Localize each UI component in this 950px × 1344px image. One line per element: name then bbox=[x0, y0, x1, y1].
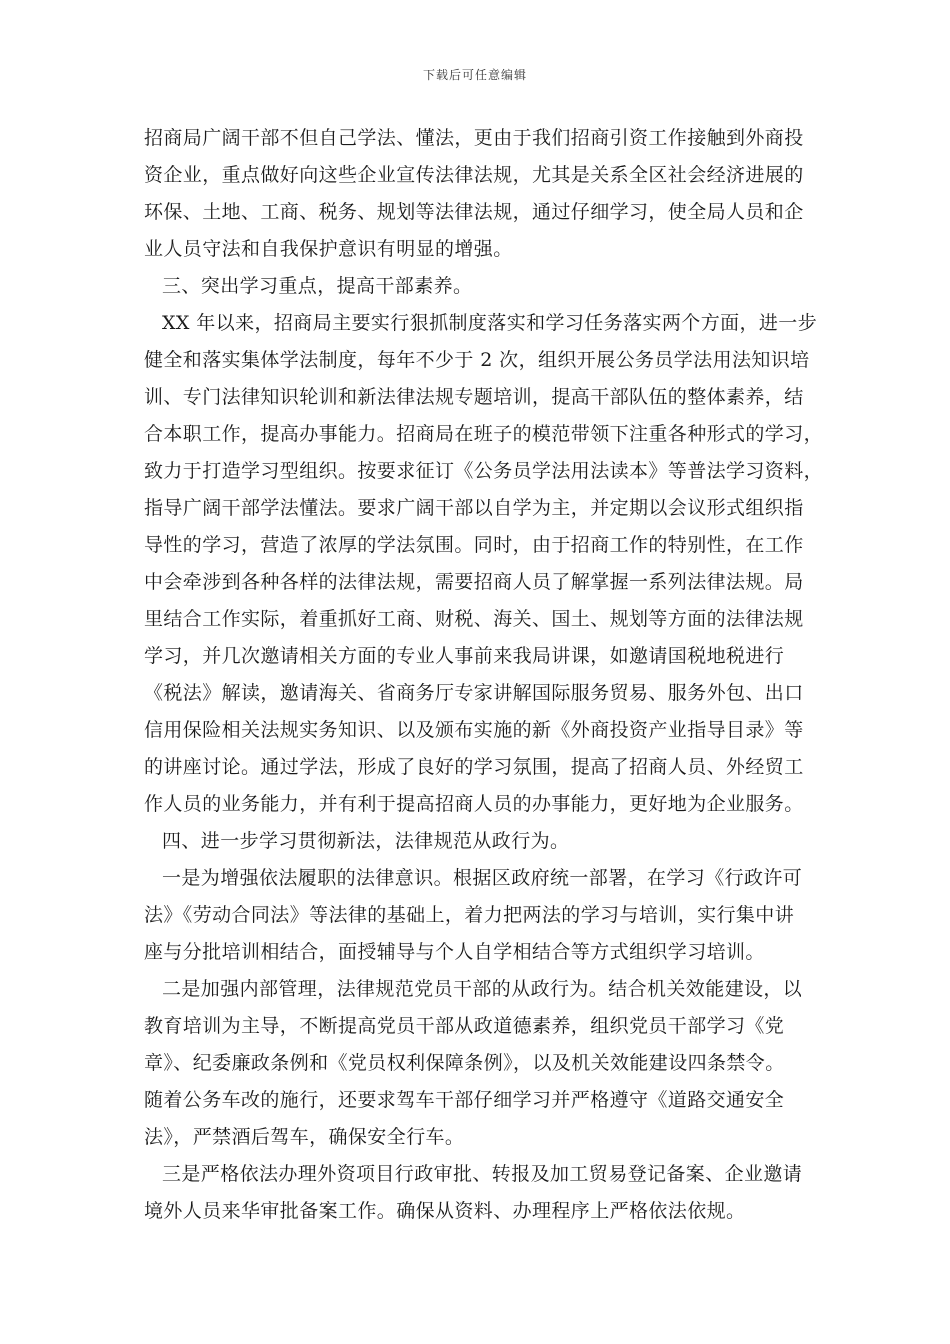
text-line: 随着公务车改的施行，还要求驾车干部仔细学习并严格遵守《道路交通安全 bbox=[144, 1089, 785, 1111]
text-line: 里结合工作实际，着重抓好工商、财税、海关、国土、规划等方面的法律法规 bbox=[144, 608, 804, 630]
page-header: 下载后可任意编辑 bbox=[422, 68, 527, 82]
paragraph bbox=[144, 823, 810, 860]
text-line: 资企业，重点做好向这些企业宣传法律法规，尤其是关系全区社会经济进展的 bbox=[144, 164, 804, 186]
text-line: 座与分批培训相结合，面授辅导与个人自学相结合等方式组织学习培训。 bbox=[144, 941, 765, 963]
text-line: 二是加强内部管理，法律规范党员干部的从政行为。结合机关效能建设，以 bbox=[162, 978, 803, 1000]
text-line: 的讲座讨论。通过学法，形成了良好的学习氛围，提高了招商人员、外经贸工 bbox=[144, 756, 804, 778]
text-line: 作人员的业务能力，并有利于提高招商人员的办事能力，更好地为企业服务。 bbox=[144, 793, 804, 815]
document-body bbox=[144, 120, 824, 1230]
text-line: XX 年以来，招商局主要实行狠抓制度落实和学习任务落实两个方面，进一步 bbox=[162, 312, 818, 334]
text-line: 合本职工作，提高办事能力。招商局在班子的模范带领下注重各种形式的学习， bbox=[144, 423, 824, 445]
text-line: 章》、纪委廉政条例和《党员权利保障条例》，以及机关效能建设四条禁令。 bbox=[144, 1052, 785, 1074]
text-line: 信用保险相关法规实务知识、以及颁布实施的新《外商投资产业指导目录》等 bbox=[144, 719, 804, 741]
text-line: 训、专门法律知识轮训和新法律法规专题培训，提高干部队伍的整体素养，结 bbox=[144, 386, 804, 408]
text-line: 招商局广阔干部不但自己学法、懂法，更由于我们招商引资工作接触到外商投 bbox=[144, 127, 804, 149]
text-line: 法》《劳动合同法》等法律的基础上，着力把两法的学习与培训，实行集中讲 bbox=[144, 904, 795, 926]
paragraph bbox=[144, 305, 824, 823]
paragraph bbox=[144, 268, 810, 305]
paragraph bbox=[144, 860, 810, 971]
text-line: 境外人员来华审批备案工作。确保从资料、办理程序上严格依法依规。 bbox=[144, 1200, 746, 1222]
text-line: 业人员守法和自我保护意识有明显的增强。 bbox=[144, 238, 513, 260]
text-line: 中会牵涉到各种各样的法律法规，需要招商人员了解掌握一系列法律法规。局 bbox=[144, 571, 804, 593]
text-line: 环保、土地、工商、税务、规划等法律法规，通过仔细学习，使全局人员和企 bbox=[144, 201, 804, 223]
text-line: 健全和落实集体学法制度，每年不少于 2 次，组织开展公务员学法用法知识培 bbox=[144, 349, 810, 371]
text-line: 法》，严禁酒后驾车，确保安全行车。 bbox=[144, 1126, 465, 1148]
text-line: 三、突出学习重点，提高干部素养。 bbox=[162, 275, 473, 297]
text-line: 四、进一步学习贯彻新法，法律规范从政行为。 bbox=[162, 830, 570, 852]
text-line: 一是为增强依法履职的法律意识。根据区政府统一部署，在学习《行政许可 bbox=[162, 867, 803, 889]
text-line: 学习，并几次邀请相关方面的专业人事前来我局讲课，如邀请国税地税进行 bbox=[144, 645, 785, 667]
text-line: 三是严格依法办理外资项目行政审批、转报及加工贸易登记备案、企业邀请 bbox=[162, 1163, 803, 1185]
paragraph bbox=[144, 120, 810, 268]
text-line: 《税法》解读，邀请海关、省商务厅专家讲解国际服务贸易、服务外包、出口 bbox=[144, 682, 804, 704]
text-line: 教育培训为主导，不断提高党员干部从政道德素养，组织党员干部学习《党 bbox=[144, 1015, 785, 1037]
text-line: 致力于打造学习型组织。按要求征订《公务员学法用法读本》等普法学习资料， bbox=[144, 460, 824, 482]
text-line: 导性的学习，营造了浓厚的学法氛围。同时，由于招商工作的特别性，在工作 bbox=[144, 534, 804, 556]
text-line: 指导广阔干部学法懂法。要求广阔干部以自学为主，并定期以会议形式组织指 bbox=[144, 497, 804, 519]
paragraph bbox=[144, 971, 810, 1156]
paragraph bbox=[144, 1156, 810, 1230]
